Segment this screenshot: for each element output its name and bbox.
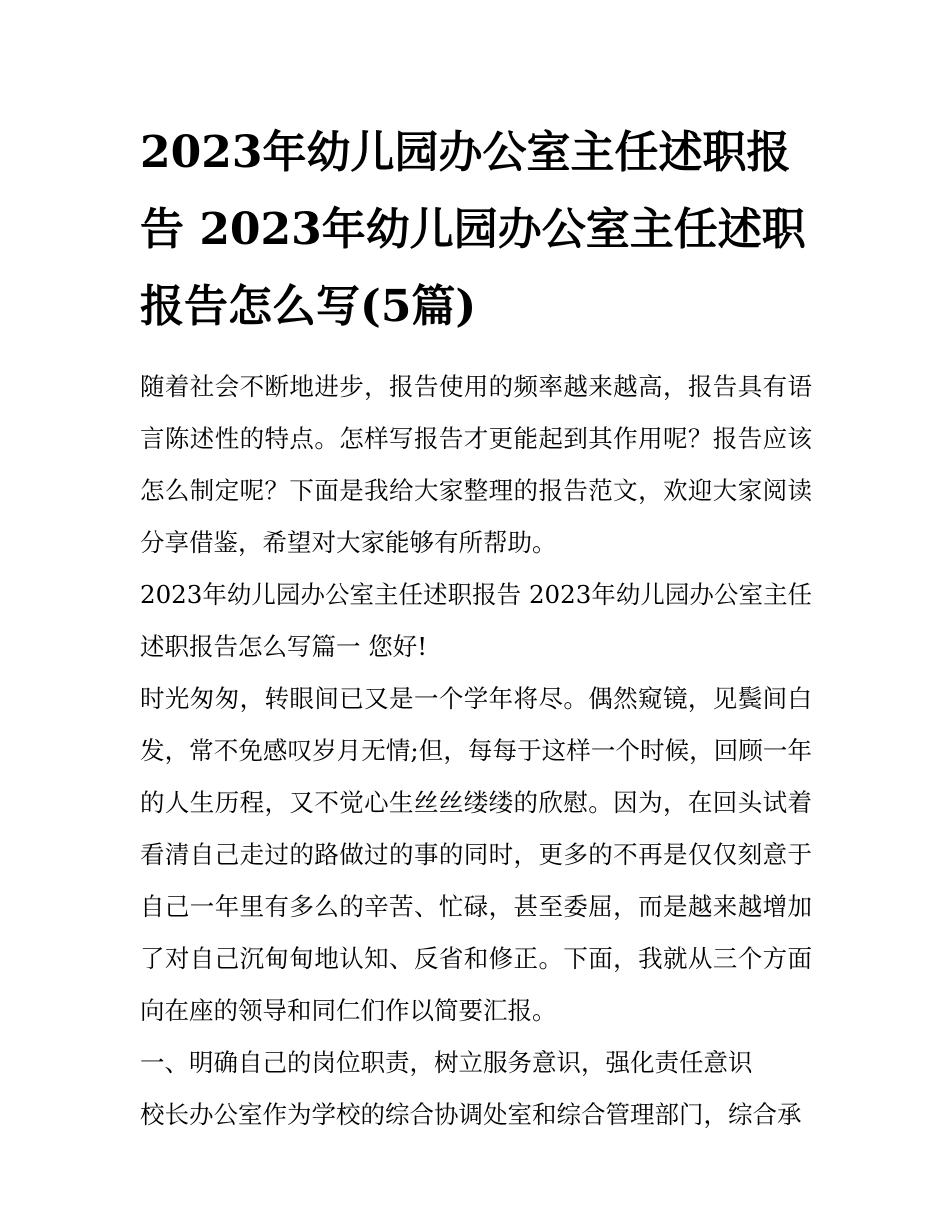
document-title: 2023年幼儿园办公室主任述职报告 2023年幼儿园办公室主任述职报告怎么写(5篇): [140, 127, 806, 332]
body-paragraph-continued: 校长办公室作为学校的综合协调处室和综合管理部门，综合承: [140, 1100, 802, 1129]
intro-paragraph: 随着社会不断地进步，报告使用的频率越来越高，报告具有语言陈述性的特点。怎样写报告才更能起到其作用呢？报告应该怎么制定呢？下面是我给大家整理的报告范文，欢迎大家阅读分享借鉴，希望对大家能够有所帮助。: [140, 372, 812, 557]
body-paragraph: 时光匆匆，转眼间已又是一个学年将尽。偶然窥镜，见鬓间白发，常不免感叹岁月无情;但，每每于这样一个时候，回顾一年的人生历程，又不觉心生丝丝缕缕的欣慰。因为，在回头试着看清自己走过的路做过的事的同时，更多的不再是仅仅刻意于自己一年里有多么的辛苦、忙碌，甚至委屈，而是越来越增加了对自己沉甸甸地认知、反省和修正。下面，我就从三个方面向在座的领导和同仁们作以简要汇报。: [140, 684, 812, 1025]
section-heading-paragraph: 2023年幼儿园办公室主任述职报告 2023年幼儿园办公室主任述职报告怎么写篇一 您好!: [140, 580, 812, 661]
section-heading-one: 一、明确自己的岗位职责，树立服务意识，强化责任意识: [140, 1048, 753, 1077]
document-page: [140, 114, 812, 1141]
